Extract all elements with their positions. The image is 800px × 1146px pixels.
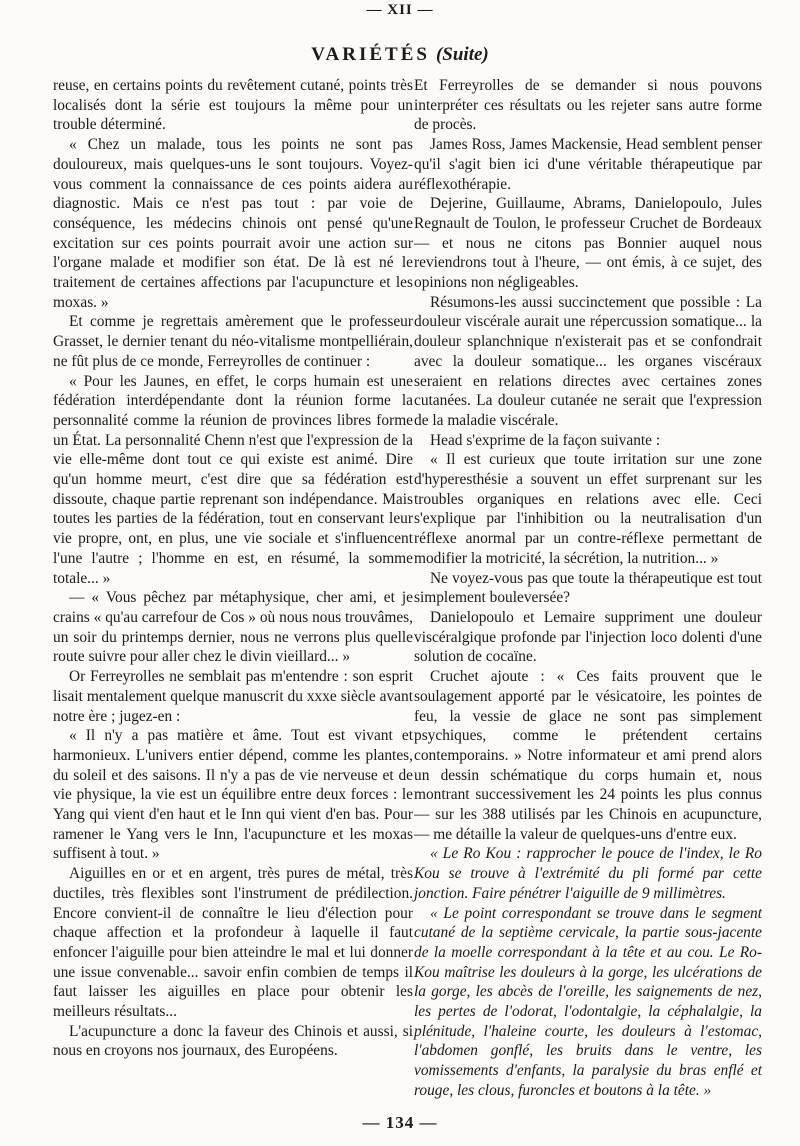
paragraph: L'acupuncture a donc la faveur des Chinois et aussi, si nous en croyons nos journaux, des Européens. (53, 1022, 413, 1060)
paragraph: Résumons-les aussi succinctement que possible : La douleur viscérale aurait une répercussion somatique... la douleur splanchnique n'existerait pas et se confondrait avec la douleur somatique... les organes viscéraux seraient en relations directes avec certaines zones cutanées. La douleur cutanée ne serait que l'expression de la maladie viscérale. (414, 293, 762, 429)
roman-folio: — XII — (366, 2, 434, 18)
paragraph: « Il est curieux que toute irritation sur une zone d'hyperesthésie a souvent un effet surprenant sur les troubles organiques en relations avec elle. Ceci s'explique par l'inhibition ou la neutralisation d'un réflexe anormal par un contre-réflexe permettant de modifier la motricité, la sécrétion, la nutrition... » (414, 451, 762, 567)
paragraph: Et comme je regrettais amèrement que le professeur Grasset, le dernier tenant du néo-vitalisme montpelliérain, ne fût plus de ce monde, Ferreyrolles de continuer : (53, 313, 413, 370)
paragraph: Or Ferreyrolles ne semblait pas m'entendre : son esprit lisait mentalement quelque manuscrit du xxxe siècle avant notre ère ; jugez-en : (53, 668, 413, 725)
paragraph: Et Ferreyrolles de se demander si nous pouvons interpréter ces résultats ou les rejeter sans autre forme de procès. (414, 77, 762, 134)
paragraph: Ne voyez-vous pas que toute la thérapeutique est tout simplement bouleversée? (414, 569, 762, 607)
paragraph: Head s'exprime de la façon suivante : (430, 431, 661, 449)
paragraph: « Chez un malade, tous les points ne sont pas douloureux, mais quelques-uns le sont toujours. Voyez-vous comment la connaissance de ces points aidera au diagnostic. Mais ce n'est pas tout : par voie de conséquence, les médecins chinois ont pensé qu'une excitation sur ces points pourrait avoir une action sur l'organe malade et modifier son état. De là est né le traitement de certaines affections par l'acupuncture et les moxas. » (53, 136, 413, 311)
left-column (53, 76, 413, 1061)
paragraph: James Ross, James Mackensie, Head semblent penser qu'il s'agit bien ici d'une véritable thérapeutique par réflexothérapie. (414, 136, 762, 193)
paragraph: Cruchet ajoute : « Ces faits prouvent que le soulagement apporté par le vésicatoire, les pointes de feu, la vessie de glace ne sont pas simplement psychiques, comme le prétendent certains contemporains. » Notre informateur et ami prend alors un dessin schématique du corps humain et, nous montrant successivement les 24 points les plus connus — sur les 388 utilisés par les Chinois en acupuncture, — me détaille la valeur de quelques-uns d'entre eux. (414, 668, 762, 843)
italic-quote: « Le Ro Kou : rapprocher le pouce de l'index, le Ro Kou se trouve à l'extrémité du pli formé par cette jonction. Faire pénétrer l'aiguille de 9 millimètres. (414, 845, 762, 902)
paragraph: Danielopoulo et Lemaire suppriment une douleur viscéralgique profonde par l'injection loco dolenti d'une solution de cocaïne. (414, 608, 762, 666)
paragraph: « Pour les Jaunes, en effet, le corps humain est une fédération interdépendante dont la réunion forme la personnalité comme la réunion de provinces libres forme un État. La personnalité Chenn n'est que l'expression de la vie elle-même dont tout ce qui existe est animé. Dire qu'un homme meurt, c'est dire que sa fédération est dissoute, chaque partie reprenant son indépendance. Mais toutes les parties de la fédération, tout en conservant leur vie propre, ont, en plus, une vie sociale et s'influencent l'une l'autre ; l'homme en est, en résumé, la somme totale... » (53, 372, 413, 587)
page-number: — 134 — (362, 1113, 438, 1132)
paragraph: « Il n'y a pas matière et âme. Tout est vivant et harmonieux. L'univers entier dépend, comme les plantes, du soleil et des saisons. Il n'y a pas de vie nerveuse et de vie physique, la vie est un équilibre entre deux forces : le Yang qui vient d'en haut et le Inn qui vient d'en bas. Pour ramener le Yang vers le Inn, l'acupuncture et les moxas suffisent à tout. » (53, 727, 413, 863)
italic-quote: « Le point correspondant se trouve dans le segment cutané de la septième cervicale, la partie sous-jacente de la moelle correspondant à la tête et au cou. Le Ro-Kou maîtrise les douleurs à la gorge, les ulcérations de la gorge, les abcès de l'oreille, les saignements de nez, les pertes de l'odorat, l'odontalgie, la céphalalgie, la plénitude, l'haleine courte, les douleurs à l'estomac, l'abdomen gonflé, les bruits dans le ventre, les vomissements d'enfants, la paralysie du bras enflé et rouge, les clous, furoncles et boutons à la tête. » (414, 904, 762, 1099)
right-column (414, 76, 762, 1101)
section-heading (0, 44, 800, 66)
paragraph: — « Vous pêchez par métaphysique, cher ami, et je crains « qu'au carrefour de Cos » où nous nous trouvâmes, un soir du printemps dernier, nous ne verrons plus quelle route suivre pour aller chez le divin vieillard... » (53, 589, 413, 666)
paragraph: Dejerine, Guillaume, Abrams, Danielopoulo, Jules Regnault de Toulon, le professeur Cruchet de Bordeaux — et nous ne citons pas Bonnier auquel nous reviendrons tout à l'heure, — ont émis, à ce sujet, des opinions non négligeables. (414, 195, 762, 292)
paragraph: Aiguilles en or et en argent, très pures de métal, très ductiles, très flexibles sont l'instrument de prédilection. Encore convient-il de connaître le lieu d'élection pour chaque affection et la profondeur à laquelle il faut enfoncer l'aiguille pour bien atteindre le mal et lui donner une issue convenable... savoir enfin combien de temps il faut laisser les aiguilles en place pour obtenir les meilleurs résultats... (53, 865, 413, 1021)
section-subtitle: (Suite) (435, 44, 489, 65)
section-title: VARIÉTÉS (311, 44, 430, 65)
paragraph: reuse, en certains points du revêtement cutané, points très localisés dont la série est toujours la même pour un trouble déterminé. (53, 77, 413, 134)
